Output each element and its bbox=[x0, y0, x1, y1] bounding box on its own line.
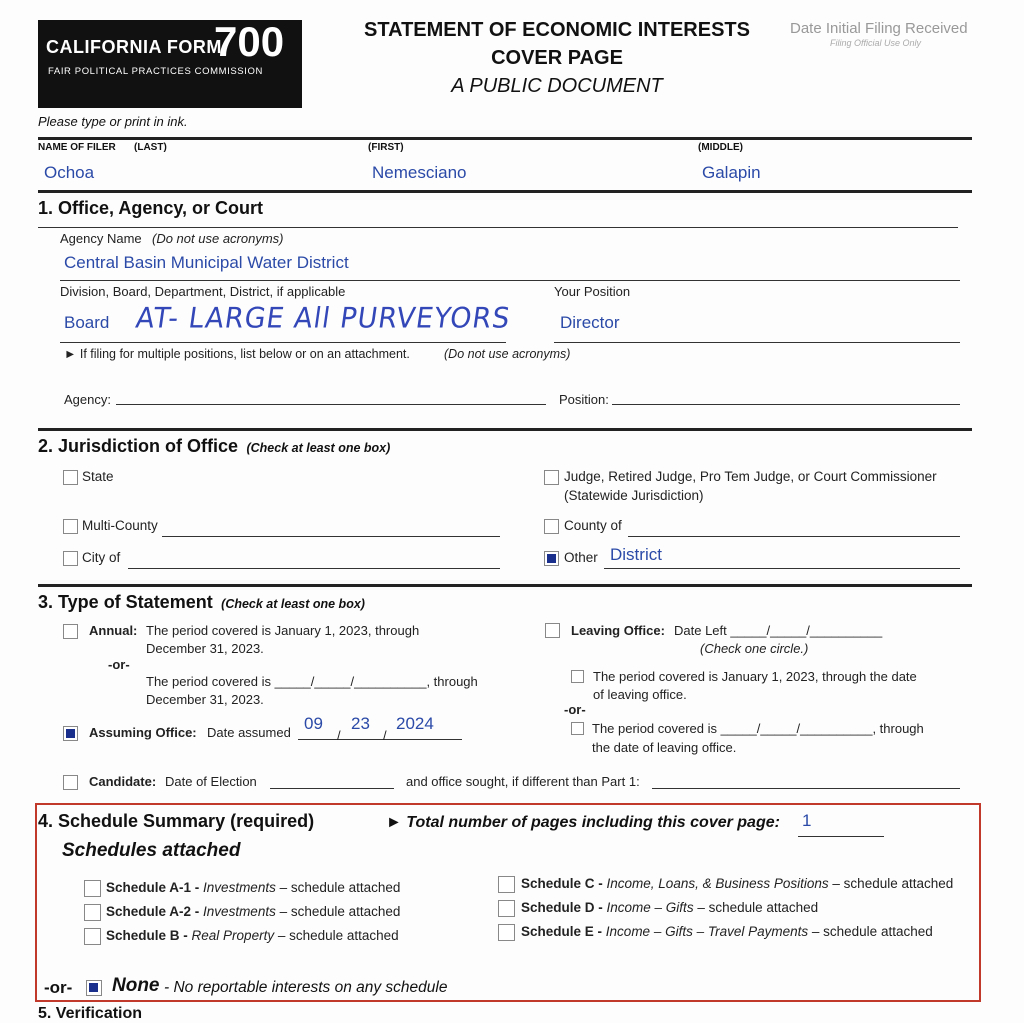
candidate-text: Date of Election bbox=[165, 774, 257, 789]
schedule-d-label bbox=[521, 900, 818, 915]
schedule-a1-checkbox[interactable] bbox=[84, 880, 101, 897]
title-line-3: A PUBLIC DOCUMENT bbox=[451, 75, 663, 97]
schedule-e-checkbox[interactable] bbox=[498, 924, 515, 941]
leaving-option-1-line-1: The period covered is January 1, 2023, through the date bbox=[593, 669, 917, 684]
schedule-b-checkbox[interactable] bbox=[84, 928, 101, 945]
or-divider-1: -or- bbox=[108, 657, 130, 672]
none-label: None bbox=[112, 975, 160, 996]
section-2-note: (Check at least one box) bbox=[246, 441, 391, 455]
schedule-d-checkbox[interactable] bbox=[498, 900, 515, 917]
candidate-label: Candidate: bbox=[89, 774, 157, 789]
or-divider-2: -or- bbox=[564, 702, 586, 717]
office-sought-field[interactable] bbox=[652, 788, 960, 789]
assuming-office-text: Date assumed bbox=[207, 725, 291, 740]
division-field[interactable]: Board bbox=[64, 313, 110, 332]
official-use-label: Filing Official Use Only bbox=[830, 38, 922, 48]
leaving-office-date: Date Left _____/_____/__________ bbox=[674, 623, 883, 638]
multi-county-field[interactable] bbox=[162, 536, 500, 537]
assuming-office-label: Assuming Office: bbox=[89, 725, 197, 740]
multi-county-checkbox[interactable] bbox=[63, 519, 78, 534]
last-name-field[interactable]: Ochoa bbox=[44, 163, 95, 182]
county-of-field[interactable] bbox=[628, 536, 960, 537]
schedule-c-suffix: – schedule attached bbox=[832, 876, 954, 891]
judge-checkbox[interactable] bbox=[544, 470, 559, 485]
leaving-option-1-line-2: of leaving office. bbox=[593, 687, 687, 702]
schedule-a2-label bbox=[106, 904, 400, 919]
city-of-label: City of bbox=[82, 550, 121, 565]
leaving-office-checkbox[interactable] bbox=[545, 623, 560, 638]
none-text: - No reportable interests on any schedule bbox=[164, 979, 448, 996]
additional-position-label: Position: bbox=[559, 392, 609, 407]
annual-checkbox[interactable] bbox=[63, 624, 78, 639]
additional-position-field[interactable] bbox=[612, 404, 960, 405]
state-label: State bbox=[82, 469, 114, 484]
judge-label: Judge, Retired Judge, Pro Tem Judge, or Court Commissioner bbox=[564, 469, 937, 484]
section-3-heading: 3. Type of Statement bbox=[38, 592, 213, 612]
schedule-a2-suffix: – schedule attached bbox=[279, 904, 401, 919]
other-field[interactable]: District bbox=[610, 545, 662, 564]
annual-line-2: December 31, 2023. bbox=[146, 641, 264, 656]
check-one-note: (Check one circle.) bbox=[700, 641, 809, 656]
period-line-2: December 31, 2023. bbox=[146, 692, 264, 707]
leaving-option-2-line-1: The period covered is _____/_____/__________, through bbox=[592, 721, 924, 736]
schedule-c-name: Schedule C - bbox=[521, 876, 603, 891]
schedule-e-desc: Income – Gifts – Travel Payments bbox=[605, 924, 809, 939]
section-4-heading: 4. Schedule Summary (required) bbox=[38, 811, 315, 831]
assumed-day[interactable]: 23 bbox=[351, 714, 370, 733]
agency-name-note: (Do not use acronyms) bbox=[152, 231, 284, 246]
election-date-field[interactable] bbox=[270, 788, 394, 789]
multiple-positions-note: ► If filing for multiple positions, list below or on an attachment. bbox=[64, 347, 410, 361]
city-of-field[interactable] bbox=[128, 568, 500, 569]
first-label: (FIRST) bbox=[368, 142, 404, 153]
name-of-filer-label: NAME OF FILER bbox=[38, 142, 116, 153]
schedule-c-label bbox=[521, 876, 953, 891]
section-2-heading: 2. Jurisdiction of Office bbox=[38, 436, 239, 456]
none-checkbox[interactable] bbox=[86, 980, 102, 996]
schedule-b-label bbox=[106, 928, 399, 943]
form-badge bbox=[38, 20, 302, 108]
first-name-field[interactable]: Nemesciano bbox=[372, 163, 467, 182]
total-pages-field[interactable]: 1 bbox=[802, 811, 812, 830]
schedule-a1-suffix: – schedule attached bbox=[279, 880, 401, 895]
section-3-note: (Check at least one box) bbox=[221, 597, 365, 611]
schedule-a2-name: Schedule A-2 - bbox=[106, 904, 200, 919]
county-of-label: County of bbox=[564, 518, 622, 533]
schedules-attached-heading: Schedules attached bbox=[62, 840, 241, 861]
schedule-d-name: Schedule D - bbox=[521, 900, 603, 915]
candidate-checkbox[interactable] bbox=[63, 775, 78, 790]
section-1-heading: 1. Office, Agency, or Court bbox=[38, 198, 264, 218]
assumed-year[interactable]: 2024 bbox=[396, 714, 434, 733]
schedule-a1-label bbox=[106, 880, 400, 895]
other-label: Other bbox=[564, 550, 598, 565]
commission-name: FAIR POLITICAL PRACTICES COMMISSION bbox=[48, 66, 263, 77]
multi-county-label: Multi-County bbox=[82, 518, 158, 533]
form-title bbox=[350, 19, 764, 98]
multiple-positions-note-italic: (Do not use acronyms) bbox=[444, 347, 571, 361]
schedule-c-desc: Income, Loans, & Business Positions bbox=[606, 876, 829, 891]
schedule-e-name: Schedule E - bbox=[521, 924, 603, 939]
annual-line-1: The period covered is January 1, 2023, through bbox=[146, 623, 420, 638]
agency-name-label: Agency Name bbox=[60, 231, 142, 246]
none-or-label: -or- bbox=[44, 978, 73, 997]
schedule-e-suffix: – schedule attached bbox=[811, 924, 933, 939]
total-pages-label: ► Total number of pages including this cover page: bbox=[386, 814, 780, 831]
annual-label: Annual: bbox=[89, 623, 138, 638]
schedule-a2-checkbox[interactable] bbox=[84, 904, 101, 921]
position-field[interactable]: Director bbox=[560, 313, 620, 332]
schedule-a1-name: Schedule A-1 - bbox=[106, 880, 200, 895]
section-5-heading: 5. Verification bbox=[38, 1005, 143, 1022]
leaving-option-2-line-2: the date of leaving office. bbox=[592, 740, 737, 755]
schedule-e-label bbox=[521, 924, 933, 939]
leaving-office-label: Leaving Office: bbox=[571, 623, 665, 638]
schedule-b-name: Schedule B - bbox=[106, 928, 188, 943]
filer-name-row bbox=[38, 142, 972, 190]
date-received-label: Date Initial Filing Received bbox=[790, 20, 968, 37]
city-of-checkbox[interactable] bbox=[63, 551, 78, 566]
date-slash-2: / bbox=[383, 728, 387, 743]
title-line-2: COVER PAGE bbox=[491, 47, 623, 69]
assumed-month[interactable]: 09 bbox=[304, 714, 323, 733]
agency-name-field[interactable]: Central Basin Municipal Water District bbox=[64, 253, 349, 272]
your-position-label: Your Position bbox=[554, 284, 631, 299]
section-2-title bbox=[38, 436, 390, 457]
other-checkbox[interactable] bbox=[544, 551, 559, 566]
county-of-checkbox[interactable] bbox=[544, 519, 559, 534]
handwritten-annotation: AT- LARGE All PURVEYORS bbox=[133, 302, 513, 335]
state-checkbox[interactable] bbox=[63, 470, 78, 485]
leaving-option-2-checkbox[interactable] bbox=[571, 722, 584, 735]
leaving-option-1-checkbox[interactable] bbox=[571, 670, 584, 683]
title-line-1: STATEMENT OF ECONOMIC INTERESTS bbox=[364, 19, 750, 41]
assuming-office-checkbox[interactable] bbox=[63, 726, 78, 741]
schedule-d-desc: Income – Gifts bbox=[606, 900, 694, 915]
schedule-d-suffix: – schedule attached bbox=[697, 900, 819, 915]
schedule-a2-desc: Investments bbox=[203, 904, 276, 919]
candidate-office-text: and office sought, if different than Part 1: bbox=[406, 774, 640, 789]
schedule-b-desc: Real Property bbox=[191, 928, 275, 943]
schedule-c-checkbox[interactable] bbox=[498, 876, 515, 893]
period-line-1: The period covered is _____/_____/__________, through bbox=[146, 674, 478, 689]
ink-note: Please type or print in ink. bbox=[38, 114, 188, 129]
additional-agency-label: Agency: bbox=[64, 392, 111, 407]
schedule-a1-desc: Investments bbox=[203, 880, 276, 895]
section-3-title bbox=[38, 592, 365, 613]
date-slash-1: / bbox=[337, 728, 341, 743]
middle-label: (MIDDLE) bbox=[698, 142, 743, 153]
last-label: (LAST) bbox=[134, 142, 167, 153]
judge-label-2: (Statewide Jurisdiction) bbox=[564, 488, 704, 503]
form-label: CALIFORNIA FORM bbox=[46, 37, 222, 57]
division-label: Division, Board, Department, District, if applicable bbox=[60, 284, 346, 299]
additional-agency-field[interactable] bbox=[116, 404, 546, 405]
form-number: 700 bbox=[214, 18, 285, 65]
schedule-b-suffix: – schedule attached bbox=[277, 928, 399, 943]
middle-name-field[interactable]: Galapin bbox=[702, 163, 761, 182]
